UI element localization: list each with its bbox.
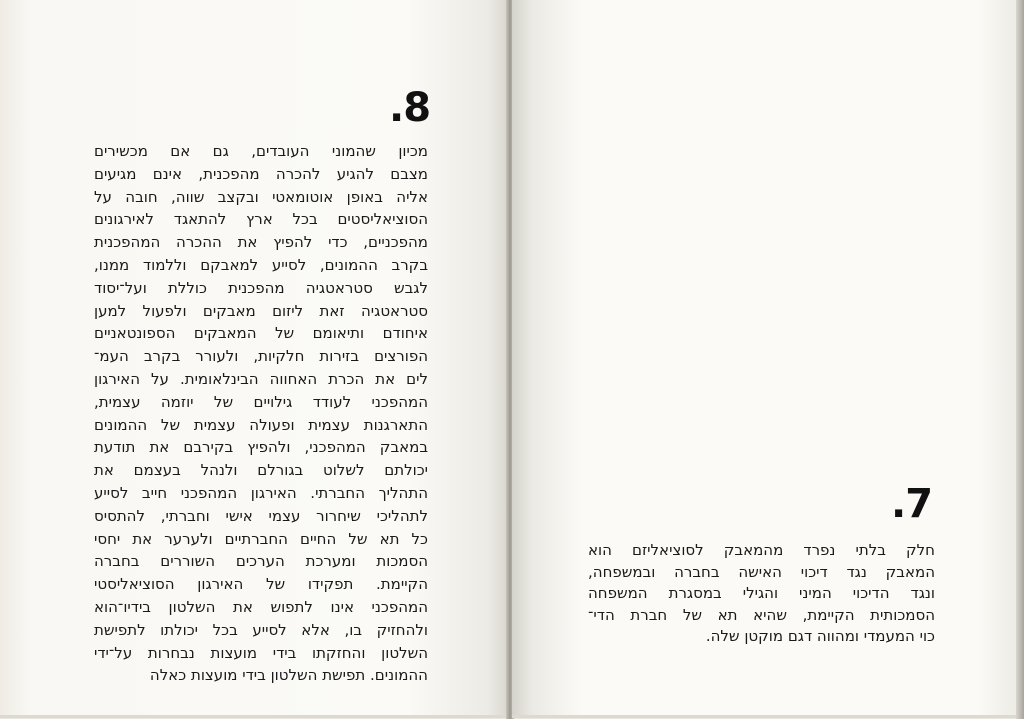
text-line: השלטון והחזקתו בידי מועצות נבחרות על־ידי [94, 643, 428, 662]
text-line: לים את הכרת האחווה הבינלאומית. על האירגון [94, 369, 428, 388]
text-line: המהפכני לעודד גילויים של יוזמה עצמית, [94, 392, 428, 411]
text-line: מכיון שהמוני העובדים, גם אם מכשירים [94, 142, 428, 160]
text-line: חלק בלתי נפרד מהמאבק לסוציאליזם הוא [588, 541, 935, 559]
text-line: הקיימת. תפקידו של האירגון הסוציאליסטי [94, 575, 428, 594]
text-line: ולהחזיק בו, אלא לסייע בכל יכולתו לתפישת [94, 620, 428, 639]
text-line: מצבם להגיע להכרה מהפכנית, אינם מגיעים [94, 164, 428, 183]
text-line: הפורצים בזירות חלקיות, ולעורר בקרב העמ־ [94, 347, 428, 366]
text-line: מהפכניים, כדי להפיץ את ההכרה המהפכנית [94, 233, 428, 252]
text-line: במאבק המהפכני, ולהפיץ בקירבם את תודעת [94, 438, 428, 457]
section-number: .7 [891, 481, 933, 527]
text-line: איחודם ותיאומם של המאבקים הספונטאניים [94, 324, 428, 343]
right-page [512, 0, 1018, 718]
text-line: יכולתם לשלוט בגורלם ולנהל בעצמם את [94, 461, 428, 480]
text-line: המהפכני אינו לתפוש את השלטון בידיו־הוא [94, 597, 428, 616]
text-line: התהליך החברתי. האירגון המהפכני חייב לסייע [94, 483, 428, 502]
text-line: הסמכות ומערכת הערכים השוררים בחברה [94, 552, 428, 571]
section-number: .8 [389, 85, 431, 131]
text-line: סטראטגיה זאת ליזום מאבקים ולפעול למען [94, 301, 428, 320]
text-line: ונגד הדיכוי המיני והגילי במסגרת המשפחה [588, 584, 935, 602]
page-edge [1016, 0, 1024, 719]
text-line: המאבק נגד דיכוי האישה בחברה ובמשפחה, [588, 562, 935, 581]
text-line: לתהליכי שיחרור עצמי אישי וחברתי, להתסיס [94, 506, 428, 525]
section-7-text [588, 540, 935, 648]
text-line: אליה באופן אוטומאטי ובקצב שווה, חובה על [94, 187, 428, 206]
text-line: התארגנות עצמית ופעולה עצמית של ההמונים [94, 415, 428, 434]
text-line: כל תא של החיים החברתיים ולערער את יחסי [94, 529, 428, 548]
text-line: הסמכותית הקיימת, שהיא תא של חברת הדי־ [588, 605, 935, 624]
text-line: ההמונים. תפישת השלטון בידי מועצות כאלה [149, 666, 428, 685]
text-line: בקרב ההמונים, לסייע למאבקם וללמוד ממנו, [94, 255, 428, 274]
text-line: לגבש סטראטגיה מהפכנית כוללת ועל־יסוד [94, 278, 428, 297]
section-8-text [94, 140, 428, 687]
text-line: כוי המעמדי ומהווה דגם מוקטן שלה. [705, 627, 935, 645]
text-line: הסוציאליסטים בכל ארץ להתאגד לאירגונים [94, 210, 428, 229]
left-page [0, 0, 508, 718]
